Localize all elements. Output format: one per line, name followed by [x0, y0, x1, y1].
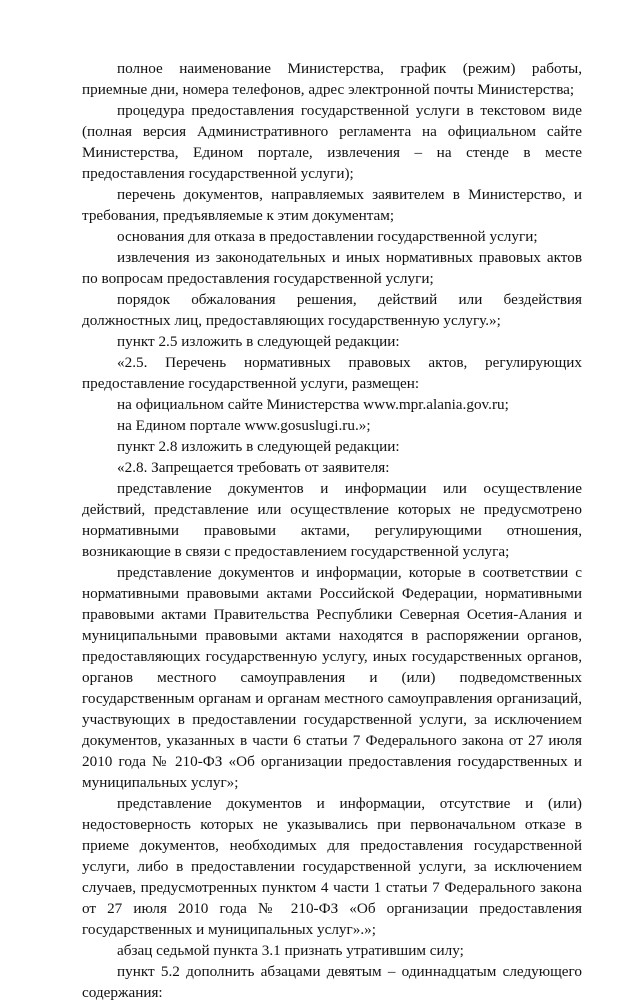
paragraph-prohibition-3: представление документов и информации, отсутствие и (или) недостоверность которых не указывались при первоначальном отказе в приеме документов, необходимых для предоставления государственной услуги, либо в предоставлении государственной услуги, за исключением случаев, предусмотренных пунктом 4 части 1 статьи 7 Федерального закона от 27 июля 2010 года № 210-ФЗ «Об организации предоставления государственных и муниципальных услуг».»; — [82, 795, 582, 938]
paragraph-ministry-info: полное наименование Министерства, график (режим) работы, приемные дни, номера телефонов, адрес электронной почты Министерства; — [82, 60, 582, 98]
paragraph-procedure-text: процедура предоставления государственной услуги в текстовом виде (полная версия Административного регламента на официальном сайте Министерства, Едином портале, извлечения – на стенде в месте предоставления государственной услуги); — [82, 102, 582, 182]
paragraph-appeal-procedure: порядок обжалования решения, действий или бездействия должностных лиц, предоставляющих государственную услугу.»; — [82, 291, 582, 329]
paragraph-clause-2-8: «2.8. Запрещается требовать от заявителя: — [117, 459, 390, 476]
paragraph-documents-list: перечень документов, направляемых заявителем в Министерство, и требования, предъявляемые к этим документам; — [82, 186, 582, 224]
paragraph-clause-3-1: абзац седьмой пункта 3.1 признать утратившим силу; — [117, 942, 464, 959]
paragraph-clause-2-5-intro: пункт 2.5 изложить в следующей редакции: — [117, 333, 400, 350]
paragraph-unified-portal: на Едином портале www.gosuslugi.ru.»; — [117, 417, 371, 434]
paragraph-clause-2-8-intro: пункт 2.8 изложить в следующей редакции: — [117, 438, 400, 455]
paragraph-clause-5-2: пункт 5.2 дополнить абзацами девятым – одиннадцатым следующего содержания: — [82, 963, 582, 1001]
paragraph-prohibition-1: представление документов и информации или осуществление действий, представление или осуществление которых не предусмотрено нормативными правовыми актами, регулирующими отношения, возникающие в связи с предоставлением государственной услуга; — [82, 480, 582, 560]
paragraph-clause-2-5: «2.5. Перечень нормативных правовых актов, регулирующих предоставление государственной услуги, размещен: — [82, 354, 582, 392]
document-page — [82, 58, 582, 1003]
paragraph-legal-extracts: извлечения из законодательных и иных нормативных правовых актов по вопросам предоставления государственной услуги; — [82, 249, 582, 287]
paragraph-prohibition-2: представление документов и информации, которые в соответствии с нормативными правовыми актами Российской Федерации, нормативными правовыми актами Правительства Республики Северная Осетия-Алания и муниципальными правовыми актами находятся в распоряжении органов, предоставляющих государственную услугу, иных государственных органов, органов местного самоуправления и (или) подведомственных государственным органам и органам местного самоуправления организаций, участвующих в предоставлении государственной услуги, за исключением документов, указанных в части 6 статьи 7 Федерального закона от 27 июля 2010 года № 210-ФЗ «Об организации предоставления государственных и муниципальных услуг»; — [82, 564, 582, 791]
paragraph-refusal-grounds: основания для отказа в предоставлении государственной услуги; — [117, 228, 538, 245]
paragraph-ministry-website: на официальном сайте Министерства www.mpr.alania.gov.ru; — [117, 396, 509, 413]
